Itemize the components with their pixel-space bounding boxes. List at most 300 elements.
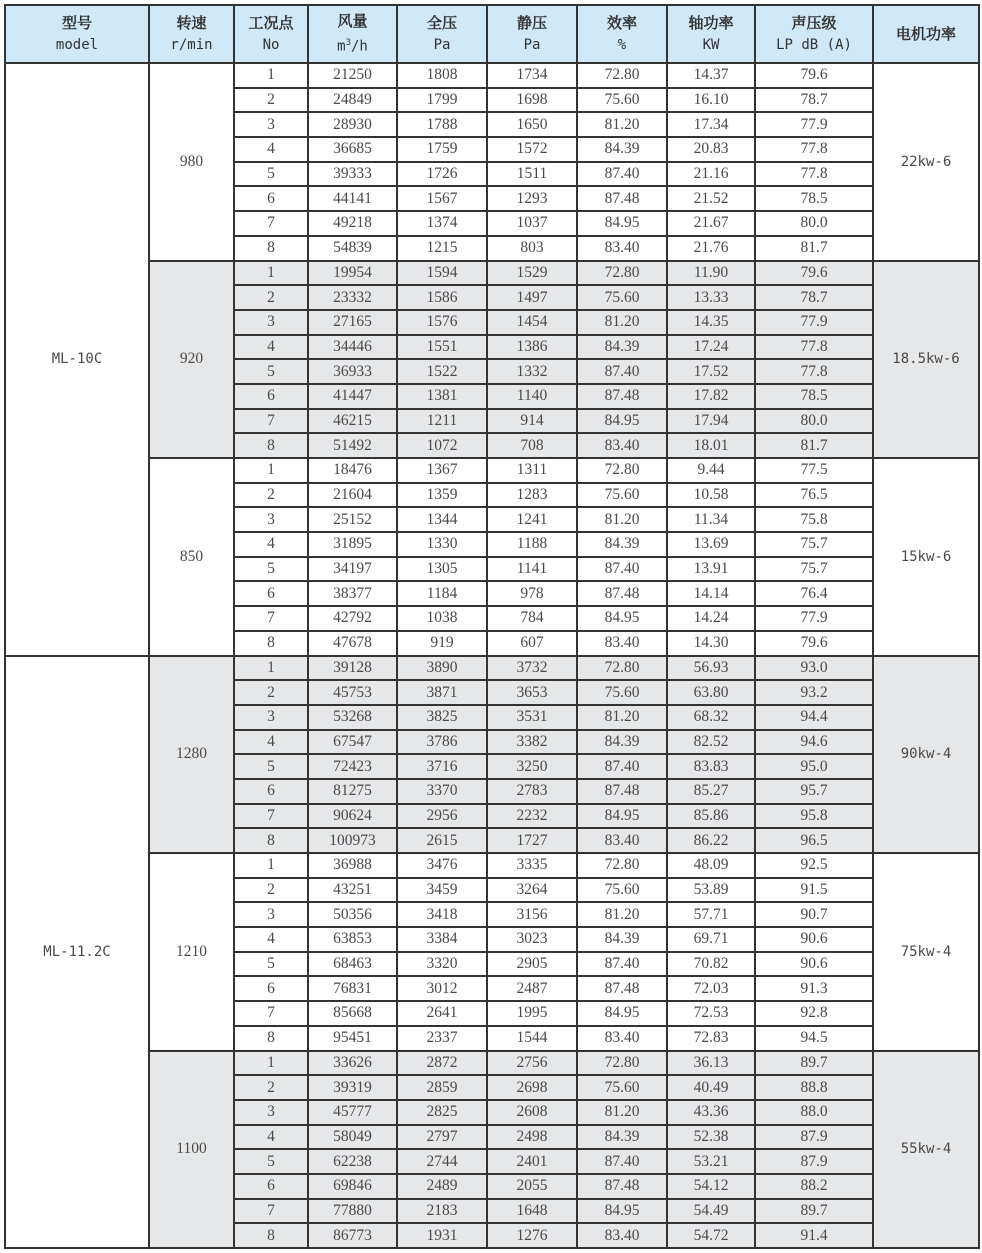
total-pressure-cell: 2825	[397, 1100, 487, 1125]
efficiency-cell: 84.95	[577, 409, 667, 434]
efficiency-cell: 87.40	[577, 754, 667, 779]
air-flow-cell: 39333	[308, 162, 397, 187]
static-pressure-cell: 2783	[487, 779, 577, 804]
table-row	[5, 853, 979, 878]
shaft-power-cell: 72.53	[667, 1001, 755, 1026]
noise-level-cell: 95.0	[755, 754, 873, 779]
noise-level-cell: 75.8	[755, 507, 873, 532]
noise-level-cell: 92.8	[755, 1001, 873, 1026]
air-flow-cell: 45777	[308, 1100, 397, 1125]
static-pressure-cell: 2756	[487, 1051, 577, 1076]
air-flow-cell: 90624	[308, 804, 397, 829]
air-flow-cell: 34197	[308, 557, 397, 582]
air-flow-cell: 76831	[308, 976, 397, 1001]
header-model-en: model	[55, 37, 99, 53]
efficiency-cell: 84.39	[577, 927, 667, 952]
air-flow-cell: 19954	[308, 261, 397, 286]
efficiency-cell: 72.80	[577, 656, 667, 681]
noise-level-cell: 78.7	[755, 285, 873, 310]
point-no-cell: 8	[234, 236, 308, 261]
table-row	[5, 656, 979, 681]
efficiency-cell: 87.48	[577, 186, 667, 211]
static-pressure-cell: 1141	[487, 557, 577, 582]
noise-level-cell: 76.4	[755, 581, 873, 606]
shaft-power-cell: 43.36	[667, 1100, 755, 1125]
efficiency-cell: 81.20	[577, 310, 667, 335]
shaft-power-cell: 85.86	[667, 804, 755, 829]
static-pressure-cell: 3156	[487, 902, 577, 927]
point-no-cell: 8	[234, 1223, 308, 1248]
total-pressure-cell: 3825	[397, 705, 487, 730]
static-pressure-cell: 1293	[487, 186, 577, 211]
table-row	[5, 261, 979, 286]
header-shaft-power-unit: KW	[702, 37, 720, 53]
point-no-cell: 7	[234, 409, 308, 434]
header-noise	[755, 5, 873, 63]
motor-power-cell: 90kw-4	[873, 656, 979, 854]
static-pressure-cell: 2401	[487, 1149, 577, 1174]
static-pressure-cell: 2608	[487, 1100, 577, 1125]
point-no-cell: 1	[234, 1051, 308, 1076]
efficiency-cell: 84.95	[577, 606, 667, 631]
total-pressure-cell: 1381	[397, 384, 487, 409]
shaft-power-cell: 21.76	[667, 236, 755, 261]
efficiency-cell: 84.95	[577, 211, 667, 236]
shaft-power-cell: 36.13	[667, 1051, 755, 1076]
header-flow-unit-exp: 3	[345, 38, 351, 49]
total-pressure-cell: 1215	[397, 236, 487, 261]
shaft-power-cell: 14.14	[667, 581, 755, 606]
total-pressure-cell: 2489	[397, 1174, 487, 1199]
point-no-cell: 5	[234, 754, 308, 779]
static-pressure-cell: 3531	[487, 705, 577, 730]
shaft-power-cell: 17.82	[667, 384, 755, 409]
static-pressure-cell: 1734	[487, 63, 577, 88]
efficiency-cell: 72.80	[577, 1051, 667, 1076]
shaft-power-cell: 17.24	[667, 335, 755, 360]
efficiency-cell: 72.80	[577, 853, 667, 878]
total-pressure-cell: 1551	[397, 335, 487, 360]
total-pressure-cell: 3476	[397, 853, 487, 878]
point-no-cell: 7	[234, 606, 308, 631]
shaft-power-cell: 14.24	[667, 606, 755, 631]
static-pressure-cell: 708	[487, 433, 577, 458]
point-no-cell: 6	[234, 581, 308, 606]
total-pressure-cell: 1576	[397, 310, 487, 335]
shaft-power-cell: 52.38	[667, 1125, 755, 1150]
point-no-cell: 4	[234, 532, 308, 557]
header-flow-unit-h: /h	[351, 38, 368, 55]
static-pressure-cell: 978	[487, 581, 577, 606]
noise-level-cell: 92.5	[755, 853, 873, 878]
point-no-cell: 3	[234, 112, 308, 137]
table-row	[5, 458, 979, 483]
model-cell: ML-11.2C	[5, 656, 149, 1249]
static-pressure-cell: 1188	[487, 532, 577, 557]
noise-level-cell: 89.7	[755, 1051, 873, 1076]
static-pressure-cell: 1727	[487, 828, 577, 853]
static-pressure-cell: 1241	[487, 507, 577, 532]
air-flow-cell: 24849	[308, 88, 397, 113]
efficiency-cell: 87.40	[577, 952, 667, 977]
total-pressure-cell: 1808	[397, 63, 487, 88]
noise-level-cell: 77.9	[755, 310, 873, 335]
efficiency-cell: 87.40	[577, 359, 667, 384]
noise-level-cell: 95.8	[755, 804, 873, 829]
point-no-cell: 6	[234, 1174, 308, 1199]
point-no-cell: 8	[234, 1026, 308, 1051]
header-speed-unit: r/min	[170, 37, 213, 53]
point-no-cell: 2	[234, 88, 308, 113]
shaft-power-cell: 21.67	[667, 211, 755, 236]
shaft-power-cell: 17.94	[667, 409, 755, 434]
static-pressure-cell: 1497	[487, 285, 577, 310]
efficiency-cell: 84.39	[577, 1125, 667, 1150]
air-flow-cell: 62238	[308, 1149, 397, 1174]
static-pressure-cell: 1311	[487, 458, 577, 483]
air-flow-cell: 54839	[308, 236, 397, 261]
point-no-cell: 2	[234, 285, 308, 310]
air-flow-cell: 77880	[308, 1199, 397, 1224]
noise-level-cell: 87.9	[755, 1149, 873, 1174]
efficiency-cell: 75.60	[577, 1075, 667, 1100]
header-point-en: No	[262, 37, 280, 53]
point-no-cell: 1	[234, 458, 308, 483]
header-point-cn: 工况点	[248, 14, 294, 32]
header-total-pressure-unit: Pa	[433, 37, 451, 53]
static-pressure-cell: 3382	[487, 730, 577, 755]
static-pressure-cell: 3732	[487, 656, 577, 681]
point-no-cell: 2	[234, 680, 308, 705]
shaft-power-cell: 14.30	[667, 631, 755, 656]
air-flow-cell: 31895	[308, 532, 397, 557]
point-no-cell: 3	[234, 902, 308, 927]
point-no-cell: 4	[234, 730, 308, 755]
speed-cell: 850	[149, 458, 234, 656]
shaft-power-cell: 69.71	[667, 927, 755, 952]
static-pressure-cell: 1572	[487, 137, 577, 162]
static-pressure-cell: 2698	[487, 1075, 577, 1100]
shaft-power-cell: 20.83	[667, 137, 755, 162]
static-pressure-cell: 784	[487, 606, 577, 631]
air-flow-cell: 36988	[308, 853, 397, 878]
total-pressure-cell: 1759	[397, 137, 487, 162]
static-pressure-cell: 3023	[487, 927, 577, 952]
point-no-cell: 7	[234, 211, 308, 236]
air-flow-cell: 39319	[308, 1075, 397, 1100]
header-noise-unit: LP dB (A)	[776, 37, 852, 53]
shaft-power-cell: 21.16	[667, 162, 755, 187]
model-cell: ML-10C	[5, 63, 149, 656]
efficiency-cell: 87.48	[577, 779, 667, 804]
efficiency-cell: 75.60	[577, 680, 667, 705]
point-no-cell: 1	[234, 261, 308, 286]
total-pressure-cell: 1931	[397, 1223, 487, 1248]
total-pressure-cell: 1594	[397, 261, 487, 286]
header-flow	[308, 5, 397, 63]
point-no-cell: 1	[234, 656, 308, 681]
shaft-power-cell: 18.01	[667, 433, 755, 458]
total-pressure-cell: 2744	[397, 1149, 487, 1174]
total-pressure-cell: 3459	[397, 878, 487, 903]
efficiency-cell: 87.40	[577, 557, 667, 582]
air-flow-cell: 68463	[308, 952, 397, 977]
static-pressure-cell: 3653	[487, 680, 577, 705]
header-noise-cn: 声压级	[791, 14, 837, 32]
total-pressure-cell: 1367	[397, 458, 487, 483]
total-pressure-cell: 1374	[397, 211, 487, 236]
total-pressure-cell: 1799	[397, 88, 487, 113]
noise-level-cell: 78.5	[755, 384, 873, 409]
static-pressure-cell: 2498	[487, 1125, 577, 1150]
air-flow-cell: 50356	[308, 902, 397, 927]
point-no-cell: 1	[234, 853, 308, 878]
shaft-power-cell: 53.21	[667, 1149, 755, 1174]
total-pressure-cell: 3320	[397, 952, 487, 977]
total-pressure-cell: 1344	[397, 507, 487, 532]
shaft-power-cell: 11.90	[667, 261, 755, 286]
shaft-power-cell: 13.33	[667, 285, 755, 310]
air-flow-cell: 25152	[308, 507, 397, 532]
air-flow-cell: 53268	[308, 705, 397, 730]
air-flow-cell: 100973	[308, 828, 397, 853]
efficiency-cell: 72.80	[577, 458, 667, 483]
motor-power-cell: 55kw-4	[873, 1051, 979, 1249]
static-pressure-cell: 1283	[487, 483, 577, 508]
static-pressure-cell: 914	[487, 409, 577, 434]
air-flow-cell: 85668	[308, 1001, 397, 1026]
air-flow-cell: 33626	[308, 1051, 397, 1076]
total-pressure-cell: 2859	[397, 1075, 487, 1100]
static-pressure-cell: 1140	[487, 384, 577, 409]
total-pressure-cell: 1726	[397, 162, 487, 187]
total-pressure-cell: 3786	[397, 730, 487, 755]
shaft-power-cell: 16.10	[667, 88, 755, 113]
efficiency-cell: 87.48	[577, 581, 667, 606]
total-pressure-cell: 1522	[397, 359, 487, 384]
efficiency-cell: 84.95	[577, 804, 667, 829]
shaft-power-cell: 82.52	[667, 730, 755, 755]
air-flow-cell: 51492	[308, 433, 397, 458]
shaft-power-cell: 72.03	[667, 976, 755, 1001]
noise-level-cell: 95.7	[755, 779, 873, 804]
air-flow-cell: 63853	[308, 927, 397, 952]
header-efficiency-cn: 效率	[606, 14, 637, 32]
shaft-power-cell: 53.89	[667, 878, 755, 903]
noise-level-cell: 77.9	[755, 112, 873, 137]
shaft-power-cell: 70.82	[667, 952, 755, 977]
shaft-power-cell: 17.52	[667, 359, 755, 384]
efficiency-cell: 83.40	[577, 1026, 667, 1051]
air-flow-cell: 86773	[308, 1223, 397, 1248]
static-pressure-cell: 2487	[487, 976, 577, 1001]
shaft-power-cell: 54.72	[667, 1223, 755, 1248]
shaft-power-cell: 72.83	[667, 1026, 755, 1051]
noise-level-cell: 90.7	[755, 902, 873, 927]
point-no-cell: 3	[234, 1100, 308, 1125]
efficiency-cell: 84.39	[577, 335, 667, 360]
total-pressure-cell: 2337	[397, 1026, 487, 1051]
shaft-power-cell: 17.34	[667, 112, 755, 137]
air-flow-cell: 23332	[308, 285, 397, 310]
header-static-pressure	[487, 5, 577, 63]
noise-level-cell: 77.8	[755, 137, 873, 162]
air-flow-cell: 49218	[308, 211, 397, 236]
motor-power-cell: 15kw-6	[873, 458, 979, 656]
header-flow-cn: 风量	[337, 12, 368, 31]
static-pressure-cell: 1332	[487, 359, 577, 384]
table-row	[5, 1051, 979, 1076]
shaft-power-cell: 57.71	[667, 902, 755, 927]
noise-level-cell: 91.5	[755, 878, 873, 903]
total-pressure-cell: 1038	[397, 606, 487, 631]
total-pressure-cell: 1788	[397, 112, 487, 137]
point-no-cell: 4	[234, 335, 308, 360]
point-no-cell: 4	[234, 137, 308, 162]
noise-level-cell: 77.8	[755, 359, 873, 384]
shaft-power-cell: 86.22	[667, 828, 755, 853]
efficiency-cell: 83.40	[577, 236, 667, 261]
point-no-cell: 5	[234, 359, 308, 384]
efficiency-cell: 83.40	[577, 631, 667, 656]
efficiency-cell: 84.95	[577, 1199, 667, 1224]
header-model-cn: 型号	[61, 14, 92, 32]
air-flow-cell: 69846	[308, 1174, 397, 1199]
noise-level-cell: 77.5	[755, 458, 873, 483]
noise-level-cell: 75.7	[755, 557, 873, 582]
noise-level-cell: 96.5	[755, 828, 873, 853]
fan-performance-table	[4, 4, 980, 1249]
total-pressure-cell: 2615	[397, 828, 487, 853]
header-shaft-power-cn: 轴功率	[688, 14, 734, 32]
air-flow-cell: 41447	[308, 384, 397, 409]
noise-level-cell: 90.6	[755, 952, 873, 977]
efficiency-cell: 87.48	[577, 1174, 667, 1199]
total-pressure-cell: 2797	[397, 1125, 487, 1150]
shaft-power-cell: 48.09	[667, 853, 755, 878]
air-flow-cell: 38377	[308, 581, 397, 606]
total-pressure-cell: 1211	[397, 409, 487, 434]
noise-level-cell: 77.9	[755, 606, 873, 631]
noise-level-cell: 80.0	[755, 211, 873, 236]
efficiency-cell: 84.39	[577, 137, 667, 162]
total-pressure-cell: 1586	[397, 285, 487, 310]
static-pressure-cell: 607	[487, 631, 577, 656]
shaft-power-cell: 9.44	[667, 458, 755, 483]
header-speed-cn: 转速	[176, 14, 207, 32]
air-flow-cell: 58049	[308, 1125, 397, 1150]
total-pressure-cell: 2641	[397, 1001, 487, 1026]
total-pressure-cell: 3871	[397, 680, 487, 705]
point-no-cell: 8	[234, 631, 308, 656]
efficiency-cell: 83.40	[577, 1223, 667, 1248]
point-no-cell: 3	[234, 507, 308, 532]
static-pressure-cell: 1454	[487, 310, 577, 335]
noise-level-cell: 81.7	[755, 433, 873, 458]
noise-level-cell: 87.9	[755, 1125, 873, 1150]
efficiency-cell: 84.39	[577, 730, 667, 755]
noise-level-cell: 94.5	[755, 1026, 873, 1051]
shaft-power-cell: 56.93	[667, 656, 755, 681]
noise-level-cell: 76.5	[755, 483, 873, 508]
efficiency-cell: 87.48	[577, 384, 667, 409]
air-flow-cell: 28930	[308, 112, 397, 137]
point-no-cell: 3	[234, 310, 308, 335]
speed-cell: 1100	[149, 1051, 234, 1249]
static-pressure-cell: 1544	[487, 1026, 577, 1051]
efficiency-cell: 87.48	[577, 976, 667, 1001]
total-pressure-cell: 3418	[397, 902, 487, 927]
header-efficiency	[577, 5, 667, 63]
noise-level-cell: 81.7	[755, 236, 873, 261]
air-flow-cell: 43251	[308, 878, 397, 903]
header-total-pressure	[397, 5, 487, 63]
point-no-cell: 3	[234, 705, 308, 730]
total-pressure-cell: 3716	[397, 754, 487, 779]
noise-level-cell: 78.5	[755, 186, 873, 211]
efficiency-cell: 81.20	[577, 1100, 667, 1125]
efficiency-cell: 87.40	[577, 1149, 667, 1174]
total-pressure-cell: 2872	[397, 1051, 487, 1076]
static-pressure-cell: 1698	[487, 88, 577, 113]
motor-power-cell: 22kw-6	[873, 63, 979, 261]
speed-cell: 1280	[149, 656, 234, 854]
noise-level-cell: 93.0	[755, 656, 873, 681]
total-pressure-cell: 3890	[397, 656, 487, 681]
static-pressure-cell: 2232	[487, 804, 577, 829]
total-pressure-cell: 919	[397, 631, 487, 656]
total-pressure-cell: 1359	[397, 483, 487, 508]
shaft-power-cell: 54.49	[667, 1199, 755, 1224]
header-row	[5, 5, 979, 63]
efficiency-cell: 81.20	[577, 112, 667, 137]
speed-cell: 920	[149, 261, 234, 459]
table-row	[5, 63, 979, 88]
noise-level-cell: 77.8	[755, 162, 873, 187]
efficiency-cell: 83.40	[577, 828, 667, 853]
point-no-cell: 5	[234, 952, 308, 977]
point-no-cell: 5	[234, 557, 308, 582]
speed-cell: 1210	[149, 853, 234, 1051]
point-no-cell: 6	[234, 384, 308, 409]
header-speed	[149, 5, 234, 63]
air-flow-cell: 27165	[308, 310, 397, 335]
total-pressure-cell: 3012	[397, 976, 487, 1001]
header-shaft-power	[667, 5, 755, 63]
total-pressure-cell: 1567	[397, 186, 487, 211]
noise-level-cell: 94.6	[755, 730, 873, 755]
static-pressure-cell: 1386	[487, 335, 577, 360]
air-flow-cell: 45753	[308, 680, 397, 705]
noise-level-cell: 88.0	[755, 1100, 873, 1125]
shaft-power-cell: 68.32	[667, 705, 755, 730]
header-static-pressure-unit: Pa	[523, 37, 541, 53]
total-pressure-cell: 1072	[397, 433, 487, 458]
header-static-pressure-cn: 静压	[516, 14, 547, 32]
total-pressure-cell: 3384	[397, 927, 487, 952]
static-pressure-cell: 1650	[487, 112, 577, 137]
shaft-power-cell: 10.58	[667, 483, 755, 508]
point-no-cell: 7	[234, 1199, 308, 1224]
air-flow-cell: 36933	[308, 359, 397, 384]
efficiency-cell: 81.20	[577, 507, 667, 532]
shaft-power-cell: 13.69	[667, 532, 755, 557]
header-flow-unit-m: m	[337, 38, 346, 55]
total-pressure-cell: 1184	[397, 581, 487, 606]
header-model	[5, 5, 149, 63]
shaft-power-cell: 40.49	[667, 1075, 755, 1100]
total-pressure-cell: 3370	[397, 779, 487, 804]
